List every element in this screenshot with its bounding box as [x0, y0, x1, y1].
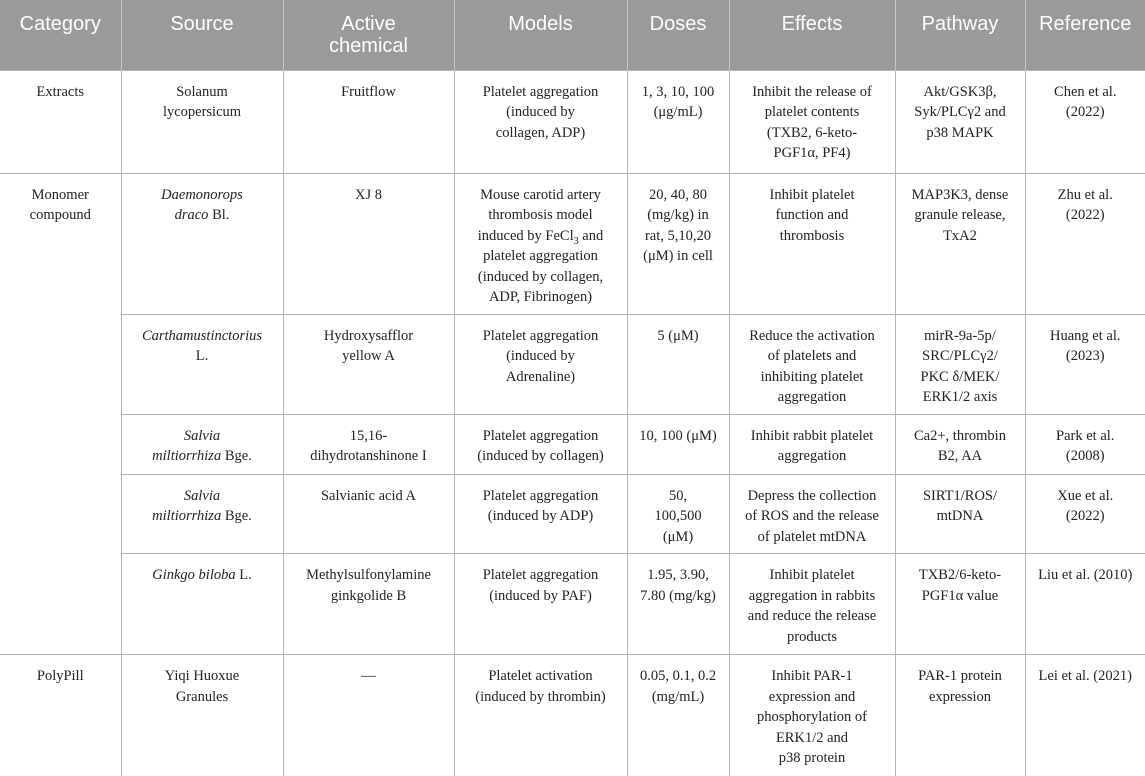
doses-cell: 50, 100,500 (μM) — [627, 474, 729, 554]
pathway-cell: SIRT1/ROS/ mtDNA — [895, 474, 1025, 554]
model-cell: Platelet aggregation (induced by Adrenaline) — [454, 314, 627, 414]
category-cell: Monomer compound — [0, 173, 121, 655]
model-cell — [454, 173, 627, 314]
source-cell — [121, 655, 283, 776]
effects-cell: Depress the collection of ROS and the release of platelet mtDNA — [729, 474, 895, 554]
source-name: Solanum lycopersicum — [162, 83, 242, 120]
header-category: Category — [0, 0, 121, 70]
source-name: Yiqi Huoxue Granules — [164, 668, 240, 705]
reference-cell: Park et al. (2008) — [1025, 414, 1145, 474]
effects-cell: Inhibit rabbit platelet aggregation — [729, 414, 895, 474]
source-cell — [121, 414, 283, 474]
header-active-chemical: Active chemical — [283, 0, 454, 70]
source-species: Salvia miltiorrhiza — [152, 427, 222, 464]
model-cell: Platelet aggregation (induced by collagen, ADP) — [454, 70, 627, 173]
reference-cell: Chen et al. (2022) — [1025, 70, 1145, 173]
header-doses: Doses — [627, 0, 729, 70]
reference-cell: Zhu et al. (2022) — [1025, 173, 1145, 314]
reference-cell: Huang et al. (2023) — [1025, 314, 1145, 414]
table-row — [0, 655, 1145, 776]
header-source: Source — [121, 0, 283, 70]
effects-cell: Inhibit PAR-1 expression and phosphorylation of ERK1/2 and p38 protein — [729, 655, 895, 776]
reference-cell: Liu et al. (2010) — [1025, 554, 1145, 655]
chemical-cell: Hydroxysafflor yellow A — [283, 314, 454, 414]
source-cell — [121, 314, 283, 414]
pathway-cell: mirR-9a-5p/ SRC/PLCγ2/ PKC δ/MEK/ ERK1/2 axis — [895, 314, 1025, 414]
model-text-post: and platelet aggregation (induced by collagen, ADP, Fibrinogen) — [477, 227, 604, 305]
source-cell — [121, 70, 283, 173]
model-cell: Platelet aggregation (induced by collagen) — [454, 414, 627, 474]
model-subscript: 3 — [573, 235, 579, 247]
table-row — [0, 173, 1145, 314]
doses-cell: 0.05, 0.1, 0.2 (mg/mL) — [627, 655, 729, 776]
table-row — [0, 70, 1145, 173]
effects-cell: Inhibit the release of platelet contents (TXB2, 6-keto- PGF1α, PF4) — [729, 70, 895, 173]
model-text-pre: Mouse carotid artery thrombosis model induced by FeCl — [477, 186, 601, 244]
source-authority: L. — [195, 348, 209, 364]
source-species: Daemonorops draco — [161, 186, 243, 223]
reference-cell: Xue et al. (2022) — [1025, 474, 1145, 554]
doses-cell: 1.95, 3.90, 7.80 (mg/kg) — [627, 554, 729, 655]
source-cell — [121, 474, 283, 554]
effects-cell: Reduce the activation of platelets and inhibiting platelet aggregation — [729, 314, 895, 414]
chemical-cell: Salvianic acid A — [283, 474, 454, 554]
effects-cell: Inhibit platelet function and thrombosis — [729, 173, 895, 314]
table-row — [0, 554, 1145, 655]
chemical-cell: Methylsulfonylamine ginkgolide B — [283, 554, 454, 655]
pathway-cell: Akt/GSK3β, Syk/PLCγ2 and p38 MAPK — [895, 70, 1025, 173]
source-authority: L. — [235, 567, 252, 583]
doses-cell: 10, 100 (μM) — [627, 414, 729, 474]
table-header-row — [0, 0, 1145, 70]
source-cell — [121, 173, 283, 314]
doses-cell: 5 (μM) — [627, 314, 729, 414]
source-species: Carthamustinctorius — [141, 327, 263, 344]
pathway-cell: TXB2/6-keto- PGF1α value — [895, 554, 1025, 655]
model-cell: Platelet activation (induced by thrombin) — [454, 655, 627, 776]
model-cell: Platelet aggregation (induced by PAF) — [454, 554, 627, 655]
chemical-cell: — — [283, 655, 454, 776]
category-cell: Extracts — [0, 70, 121, 173]
chemical-cell: XJ 8 — [283, 173, 454, 314]
header-effects: Effects — [729, 0, 895, 70]
chemical-cell: Fruitflow — [283, 70, 454, 173]
effects-cell: Inhibit platelet aggregation in rabbits and reduce the release products — [729, 554, 895, 655]
source-cell — [121, 554, 283, 655]
header-models: Models — [454, 0, 627, 70]
header-reference: Reference — [1025, 0, 1145, 70]
model-cell: Platelet aggregation (induced by ADP) — [454, 474, 627, 554]
source-authority: Bge. — [221, 448, 252, 464]
source-authority: Bge. — [221, 508, 252, 524]
pathway-cell: PAR-1 protein expression — [895, 655, 1025, 776]
table-row — [0, 414, 1145, 474]
chemical-cell: 15,16- dihydrotanshinone I — [283, 414, 454, 474]
category-cell: PolyPill — [0, 655, 121, 776]
doses-cell: 20, 40, 80 (mg/kg) in rat, 5,10,20 (μM) in cell — [627, 173, 729, 314]
source-species: Ginkgo biloba — [152, 567, 236, 583]
source-species: Salvia miltiorrhiza — [152, 487, 222, 524]
table-row — [0, 474, 1145, 554]
doses-cell: 1, 3, 10, 100 (μg/mL) — [627, 70, 729, 173]
pathway-cell: MAP3K3, dense granule release, TxA2 — [895, 173, 1025, 314]
reference-cell: Lei et al. (2021) — [1025, 655, 1145, 776]
header-pathway: Pathway — [895, 0, 1025, 70]
pathway-cell: Ca2+, thrombin B2, AA — [895, 414, 1025, 474]
source-authority: Bl. — [208, 207, 230, 223]
table-row — [0, 314, 1145, 414]
